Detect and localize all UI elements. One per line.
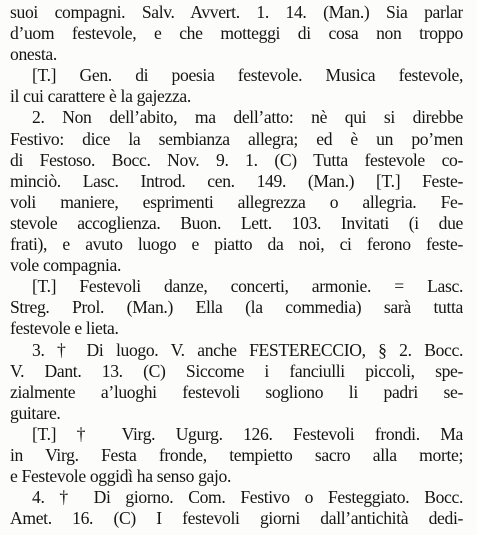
text-line: in Virg. Festa fronde, tempietto sacro alla morte; [10, 444, 463, 465]
text-line: zialmente a’luoghi festevoli sogliono li padri se- [10, 381, 463, 402]
text-line: guitare. [10, 402, 61, 423]
text-line: 2. Non dell’abito, ma dell’atto: nè qui si direbbe [32, 107, 463, 128]
dictionary-entry-text [10, 2, 463, 529]
text-line: d’uom festevole, e che motteggi di cosa non troppo [10, 23, 463, 44]
text-line: Amet. 16. (C) I festevoli giorni dall’antichità dedi- [10, 508, 463, 529]
text-line: vole compagnia. [10, 255, 122, 276]
text-line: [T.] Gen. di poesia festevole. Musica festevole, [32, 65, 463, 86]
text-line: voli maniere, esprimenti allegrezza o allegria. Fe- [10, 191, 463, 212]
text-line: e Festevole oggidì ha senso gajo. [10, 466, 232, 487]
text-line: stevole accoglienza. Buon. Lett. 103. Invitati (i due [10, 212, 463, 233]
text-line: onesta. [10, 44, 57, 65]
text-line: 3. † Di luogo. V. anche FESTERECCIO, § 2. Bocc. [32, 339, 463, 360]
text-line: V. Dant. 13. (C) Siccome i fanciulli piccoli, spe- [10, 360, 463, 381]
text-line: il cui carattere è la gajezza. [10, 86, 191, 107]
text-line: 4. † Di giorno. Com. Festivo o Festeggiato. Bocc. [32, 487, 463, 508]
text-line: [T.] Festevoli danze, concerti, armonie. = Lasc. [32, 276, 463, 297]
text-line: minciò. Lasc. Introd. cen. 149. (Man.) [T.] Feste- [10, 170, 463, 191]
text-line: Streg. Prol. (Man.) Ella (la commedia) sarà tutta [10, 297, 463, 318]
text-line: suoi compagni. Salv. Avvert. 1. 14. (Man.) Sia parlar [10, 2, 463, 22]
text-line: [T.] † Virg. Ugurg. 126. Festevoli frondi. Ma [32, 423, 463, 444]
text-line: frati), e avuto luogo e piatto da noi, ci ferono feste- [10, 234, 463, 255]
text-line: Festivo: dice la sembianza allegra; ed è un po’men [10, 128, 463, 149]
text-line: festevole e lieta. [10, 318, 119, 339]
text-line: di Festoso. Bocc. Nov. 9. 1. (C) Tutta festevole co- [10, 149, 463, 170]
